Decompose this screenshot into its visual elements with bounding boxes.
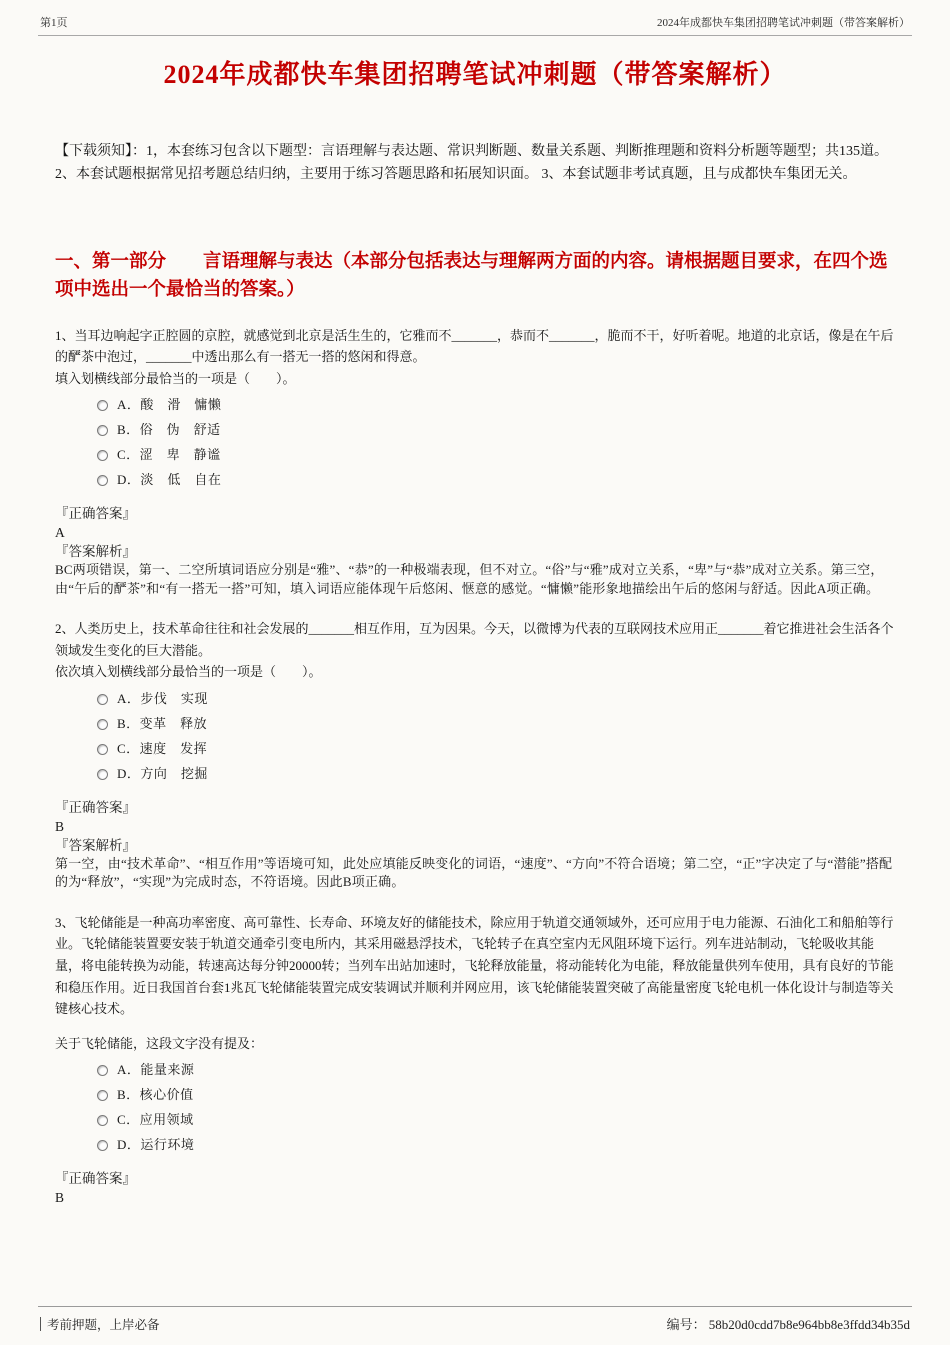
question-1-option-c[interactable] (97, 447, 895, 464)
option-label: B．核心价值 (117, 1087, 194, 1103)
question-2-stem: 2、人类历史上，技术革命往往和社会发展的_______相互作用，互为因果。今天，以微博为代表的互联网技术应用正_______着它推进社会生活各个领域发生变化的巨大潜能。 (55, 621, 894, 658)
page-footer (38, 1306, 912, 1339)
question-1-answer-block (55, 504, 895, 598)
question-3-prompt: 关于飞轮储能，这段文字没有提及： (55, 1035, 264, 1051)
section-heading: 一、第一部分 言语理解与表达（本部分包括表达与理解两方面的内容。请根据题目要求，在四个选项中选出一个最恰当的答案。） (55, 252, 888, 301)
question-2-option-c[interactable] (97, 741, 895, 758)
document-content (38, 54, 912, 1207)
correct-answer-value: A (55, 525, 65, 541)
radio-icon[interactable] (97, 400, 108, 411)
question-1-options (97, 397, 895, 489)
question-2-answer-block (55, 798, 895, 892)
footer-serial (667, 1314, 910, 1333)
question-3-option-b[interactable] (97, 1087, 895, 1104)
radio-icon[interactable] (97, 450, 108, 461)
download-notice: 【下载须知】：1，本套练习包含以下题型：言语理解与表达题、常识判断题、数量关系题、判断推理题和资料分析题等题型；共135道。 2、本套试题根据常见招考题总结归纳，主要用于练习答题思路和拓展知识面。 3、本套试题非考试真题，且与成都快车集团无关。 (55, 144, 888, 182)
option-label: A．酸 滑 慵懒 (117, 397, 222, 413)
question-2-option-d[interactable] (97, 766, 895, 783)
radio-icon[interactable] (97, 694, 108, 705)
option-label: D．运行环境 (117, 1137, 195, 1153)
footer-serial-label: 编号： (666, 1317, 706, 1332)
footer-serial-value: 58b20d0cdd7b8e964bb8e3ffdd34b35d (708, 1317, 910, 1332)
question-2-prompt: 依次填入划横线部分最恰当的一项是（ ）。 (55, 664, 322, 680)
radio-icon[interactable] (97, 1115, 108, 1126)
correct-answer-label: 『正确答案』 (55, 505, 136, 521)
radio-icon[interactable] (97, 1140, 108, 1151)
question-3-option-d[interactable] (97, 1137, 895, 1154)
page-title: 2024年成都快车集团招聘笔试冲刺题（带答案解析） (163, 60, 787, 89)
question-1 (55, 325, 895, 599)
question-3 (55, 912, 895, 1207)
radio-icon[interactable] (97, 1090, 108, 1101)
footer-left-rule (40, 1317, 41, 1331)
radio-icon[interactable] (97, 719, 108, 730)
question-3-option-a[interactable] (97, 1062, 895, 1079)
option-label: C．速度 发挥 (117, 740, 208, 756)
footer-slogan-text: 考前押题，上岸必备 (47, 1317, 160, 1332)
option-label: C．涩 卑 静谧 (117, 447, 221, 463)
question-2 (55, 618, 895, 892)
option-label: B．俗 伪 舒适 (117, 422, 221, 438)
radio-icon[interactable] (97, 475, 108, 486)
question-3-answer-block (55, 1169, 895, 1207)
header-divider (38, 35, 912, 36)
page-header (38, 12, 912, 35)
question-1-prompt: 填入划横线部分最恰当的一项是（ ）。 (55, 370, 296, 386)
question-3-options (97, 1062, 895, 1154)
correct-answer-label: 『正确答案』 (55, 1170, 136, 1186)
option-label: B．变革 释放 (117, 715, 208, 731)
header-page-number: 第1页 (40, 17, 68, 29)
footer-slogan (40, 1315, 160, 1333)
analysis-label: 『答案解析』 (55, 544, 136, 560)
option-label: C．应用领域 (117, 1112, 194, 1128)
question-3-stem: 3、飞轮储能是一种高功率密度、高可靠性、长寿命、环境友好的储能技术，除应用于轨道交通领域外，还可应用于电力能源、石油化工和船舶等行业。飞轮储能装置要安装于轨道交通牵引变电所内，其采用磁悬浮技术，飞轮转子在真空室内无风阻环境下运行。列车进站制动，飞轮吸收其能量，将电能转换为动能，转速高达每分钟20000转；当列车出站加速时，飞轮释放能量，将动能转化为电能，释放能量供列车使用，具有良好的节能和稳压作用。近日我国首台套1兆瓦飞轮储能装置完成安装调试并顺利并网应用，该飞轮储能装置突破了高能量密度飞轮电机一体化设计与制造等关键核心技术。 (55, 914, 894, 1017)
question-1-option-d[interactable] (97, 472, 895, 489)
question-1-stem: 1、当耳边响起字正腔圆的京腔，就感觉到北京是活生生的，它雅而不_______，恭而不_______，脆而不干，好听着呢。地道的北京话，像是在午后的酽茶中泡过，_______中透出那么有一搭无一搭的悠闲和得意。 (55, 327, 894, 365)
option-label: A．步伐 实现 (117, 690, 208, 706)
analysis-label: 『答案解析』 (55, 837, 136, 853)
question-1-option-a[interactable] (97, 397, 895, 414)
radio-icon[interactable] (97, 1065, 108, 1076)
analysis-text: 第一空，由“技术革命”、“相互作用”等语境可知，此处应填能反映变化的词语，“速度”、“方向”不符合语境；第二空，“正”字决定了与“潜能”搭配的为“释放”，“实现”为完成时态，不符语境。因此B项正确。 (55, 856, 893, 890)
analysis-text: BC两项错误，第一、二空所填词语应分别是“雅”、“恭”的一种极端表现，但不对立。“俗”与“雅”成对立关系，“卑”与“恭”成对立关系。第三空，由“午后的酽茶”和“有一搭无一搭”可知，填入词语应能体现午后悠闲、惬意的感觉。“慵懒”能形象地描绘出午后的悠闲与舒适。因此A项正确。 (55, 562, 884, 596)
question-2-option-b[interactable] (97, 716, 895, 733)
option-label: A．能量来源 (117, 1062, 195, 1078)
correct-answer-label: 『正确答案』 (55, 799, 136, 815)
question-2-option-a[interactable] (97, 691, 895, 708)
correct-answer-value: B (55, 818, 65, 834)
radio-icon[interactable] (97, 425, 108, 436)
question-1-option-b[interactable] (97, 422, 895, 439)
radio-icon[interactable] (97, 769, 108, 780)
question-2-options (97, 691, 895, 783)
question-3-option-c[interactable] (97, 1112, 895, 1129)
option-label: D．淡 低 自在 (117, 471, 222, 487)
option-label: D．方向 挖掘 (117, 765, 208, 781)
header-doc-title: 2024年成都快车集团招聘笔试冲刺题（带答案解析） (657, 17, 910, 29)
correct-answer-value: B (55, 1190, 65, 1206)
radio-icon[interactable] (97, 744, 108, 755)
